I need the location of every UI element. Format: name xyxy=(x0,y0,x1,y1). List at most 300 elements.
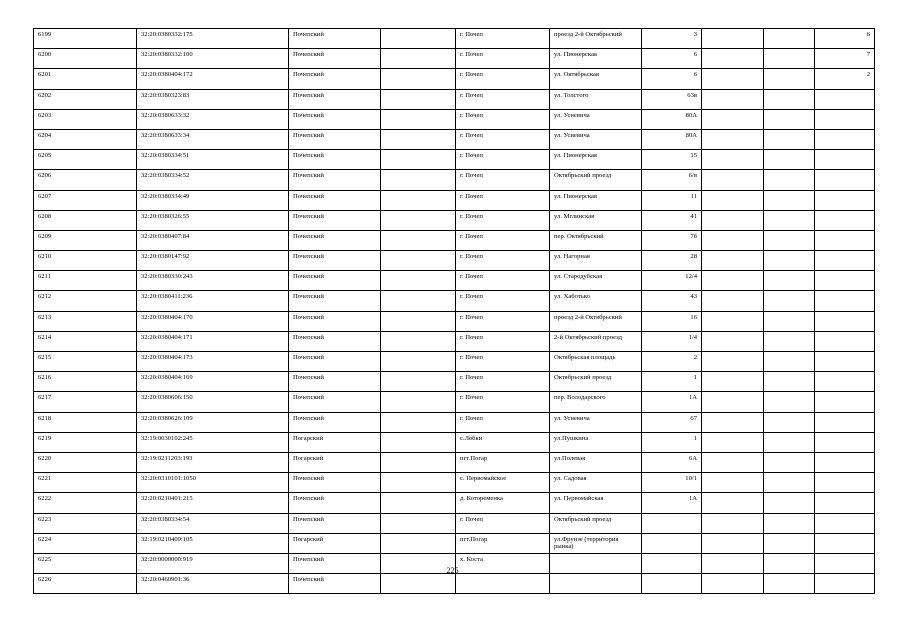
street-cell: ул. Пионерская xyxy=(550,150,642,170)
district-cell: Почепский xyxy=(289,553,381,573)
house-number-cell: 63в xyxy=(642,89,702,109)
district-cell: Почепский xyxy=(289,574,381,594)
column-extra-1-cell xyxy=(702,210,764,230)
house-number-cell: 80А xyxy=(642,129,702,149)
column-extra-3-cell xyxy=(815,574,875,594)
house-number-cell: 80А xyxy=(642,109,702,129)
column-empty-cell xyxy=(381,331,456,351)
district-cell: Погарский xyxy=(289,432,381,452)
street-cell: 2-й Октябрьский проезд xyxy=(550,331,642,351)
record-number-cell: 6212 xyxy=(34,291,137,311)
cadastral-number-cell: 32:20:0380330:243 xyxy=(137,271,289,291)
district-cell: Почепский xyxy=(289,190,381,210)
column-extra-2-cell xyxy=(764,129,815,149)
settlement-cell: д. Котоременка xyxy=(456,493,550,513)
district-cell: Почепский xyxy=(289,251,381,271)
column-extra-3-cell: 6 xyxy=(815,29,875,49)
column-extra-2-cell xyxy=(764,170,815,190)
column-extra-1-cell xyxy=(702,291,764,311)
column-extra-3-cell: 2 xyxy=(815,69,875,89)
column-empty-cell xyxy=(381,190,456,210)
settlement-cell: г. Почеп xyxy=(456,89,550,109)
settlement-cell: х. Коста xyxy=(456,553,550,573)
column-extra-2-cell xyxy=(764,210,815,230)
cadastral-number-cell: 32:19:0211203:193 xyxy=(137,452,289,472)
house-number-cell: 67 xyxy=(642,412,702,432)
cadastral-number-cell: 32:19:0210409:105 xyxy=(137,533,289,553)
house-number-cell: 1А xyxy=(642,392,702,412)
cadastral-number-cell: 32:20:0380606:150 xyxy=(137,392,289,412)
table-row xyxy=(34,432,875,452)
column-extra-2-cell xyxy=(764,372,815,392)
column-extra-3-cell xyxy=(815,89,875,109)
column-extra-3-cell xyxy=(815,251,875,271)
column-empty-cell xyxy=(381,109,456,129)
column-extra-1-cell xyxy=(702,271,764,291)
table-row xyxy=(34,129,875,149)
column-empty-cell xyxy=(381,271,456,291)
column-empty-cell xyxy=(381,150,456,170)
settlement-cell: г. Почеп xyxy=(456,49,550,69)
table-body xyxy=(34,29,875,594)
column-empty-cell xyxy=(381,89,456,109)
cadastral-number-cell: 32:20:0310101:1050 xyxy=(137,473,289,493)
street-cell: ул.Полевая xyxy=(550,452,642,472)
column-empty-cell xyxy=(381,170,456,190)
house-number-cell: 1 xyxy=(642,432,702,452)
record-number-cell: 6211 xyxy=(34,271,137,291)
table-row xyxy=(34,493,875,513)
district-cell: Почепский xyxy=(289,513,381,533)
district-cell: Почепский xyxy=(289,291,381,311)
record-number-cell: 6214 xyxy=(34,331,137,351)
column-extra-2-cell xyxy=(764,352,815,372)
district-cell: Почепский xyxy=(289,109,381,129)
district-cell: Почепский xyxy=(289,29,381,49)
column-extra-2-cell xyxy=(764,49,815,69)
street-cell: ул. Стародубская xyxy=(550,271,642,291)
cadastral-number-cell: 32:20:0380633:34 xyxy=(137,129,289,149)
settlement-cell: г. Почеп xyxy=(456,190,550,210)
column-extra-2-cell xyxy=(764,493,815,513)
district-cell: Погарский xyxy=(289,452,381,472)
table-row xyxy=(34,251,875,271)
settlement-cell: с.Лобки xyxy=(456,432,550,452)
record-number-cell: 6226 xyxy=(34,574,137,594)
house-number-cell: 16 xyxy=(642,311,702,331)
settlement-cell: г. Почеп xyxy=(456,109,550,129)
column-extra-1-cell xyxy=(702,311,764,331)
column-extra-3-cell xyxy=(815,493,875,513)
settlement-cell: г. Почеп xyxy=(456,210,550,230)
settlement-cell: г. Почеп xyxy=(456,150,550,170)
settlement-cell: г. Почеп xyxy=(456,29,550,49)
street-cell: ул. Усиевича xyxy=(550,129,642,149)
settlement-cell: г. Почеп xyxy=(456,170,550,190)
page-number: 225 xyxy=(446,566,459,575)
cadastral-number-cell: 32:20:0380332:100 xyxy=(137,49,289,69)
cadastral-number-cell: 32:20:0380334:52 xyxy=(137,170,289,190)
column-extra-1-cell xyxy=(702,493,764,513)
cadastral-number-cell: 32:20:0380411:236 xyxy=(137,291,289,311)
column-extra-3-cell xyxy=(815,129,875,149)
table-row xyxy=(34,372,875,392)
column-extra-2-cell xyxy=(764,452,815,472)
column-empty-cell xyxy=(381,49,456,69)
street-cell: ул. Первомайская xyxy=(550,493,642,513)
table-row xyxy=(34,271,875,291)
table-row xyxy=(34,230,875,250)
column-extra-3-cell: 7 xyxy=(815,49,875,69)
district-cell: Почепский xyxy=(289,150,381,170)
column-empty-cell xyxy=(381,311,456,331)
column-empty-cell xyxy=(381,392,456,412)
street-cell xyxy=(550,574,642,594)
record-number-cell: 6209 xyxy=(34,230,137,250)
house-number-cell: 12/4 xyxy=(642,271,702,291)
column-extra-2-cell xyxy=(764,69,815,89)
record-number-cell: 6204 xyxy=(34,129,137,149)
house-number-cell: 41 xyxy=(642,210,702,230)
record-number-cell: 6217 xyxy=(34,392,137,412)
record-number-cell: 6220 xyxy=(34,452,137,472)
house-number-cell xyxy=(642,513,702,533)
district-cell: Почепский xyxy=(289,473,381,493)
district-cell: Почепский xyxy=(289,49,381,69)
settlement-cell: г. Почеп xyxy=(456,372,550,392)
record-number-cell: 6201 xyxy=(34,69,137,89)
table-row xyxy=(34,29,875,49)
table-row xyxy=(34,574,875,594)
table-row xyxy=(34,412,875,432)
column-extra-3-cell xyxy=(815,432,875,452)
settlement-cell: г. Почеп xyxy=(456,392,550,412)
house-number-cell: 1/4 xyxy=(642,331,702,351)
column-empty-cell xyxy=(381,473,456,493)
table-row xyxy=(34,49,875,69)
district-cell: Почепский xyxy=(289,331,381,351)
street-cell: ул. Усиевича xyxy=(550,412,642,432)
record-number-cell: 6200 xyxy=(34,49,137,69)
column-extra-3-cell xyxy=(815,352,875,372)
house-number-cell: 28 xyxy=(642,251,702,271)
column-extra-1-cell xyxy=(702,432,764,452)
table-row xyxy=(34,533,875,553)
street-cell: ул. Пионерская xyxy=(550,49,642,69)
cadastral-number-cell: 32:20:0380633:32 xyxy=(137,109,289,129)
street-cell: ул. Пионерская xyxy=(550,190,642,210)
house-number-cell: 11 xyxy=(642,190,702,210)
record-number-cell: 6208 xyxy=(34,210,137,230)
column-empty-cell xyxy=(381,533,456,553)
column-extra-2-cell xyxy=(764,29,815,49)
column-extra-3-cell xyxy=(815,372,875,392)
street-cell: проезд 2-й Октябрьский xyxy=(550,311,642,331)
column-empty-cell xyxy=(381,210,456,230)
street-cell: ул. Октябрьская xyxy=(550,69,642,89)
district-cell: Почепский xyxy=(289,311,381,331)
cadastral-number-cell: 32:20:0210401:215 xyxy=(137,493,289,513)
street-cell: Октябрьская площадь xyxy=(550,352,642,372)
column-extra-1-cell xyxy=(702,49,764,69)
street-cell: ул. Нагорная xyxy=(550,251,642,271)
district-cell: Почепский xyxy=(289,89,381,109)
record-number-cell: 6224 xyxy=(34,533,137,553)
cadastral-number-cell: 32:20:0380332:175 xyxy=(137,29,289,49)
column-extra-3-cell xyxy=(815,533,875,553)
settlement-cell: г. Почеп xyxy=(456,412,550,432)
column-extra-2-cell xyxy=(764,331,815,351)
street-cell: Октябрьский проезд xyxy=(550,372,642,392)
district-cell: Почепский xyxy=(289,352,381,372)
settlement-cell: с. Первомайское xyxy=(456,473,550,493)
column-extra-2-cell xyxy=(764,392,815,412)
settlement-cell: г. Почеп xyxy=(456,331,550,351)
column-extra-1-cell xyxy=(702,574,764,594)
district-cell: Почепский xyxy=(289,271,381,291)
column-extra-1-cell xyxy=(702,89,764,109)
record-number-cell: 6221 xyxy=(34,473,137,493)
column-extra-3-cell xyxy=(815,150,875,170)
district-cell: Погарский xyxy=(289,533,381,553)
street-cell: проезд 2-й Октябрьский xyxy=(550,29,642,49)
cadastral-number-cell: 32:20:0380326:55 xyxy=(137,210,289,230)
district-cell: Почепский xyxy=(289,129,381,149)
column-extra-2-cell xyxy=(764,473,815,493)
cadastral-number-cell: 32:20:0460901:36 xyxy=(137,574,289,594)
record-number-cell: 6225 xyxy=(34,553,137,573)
column-empty-cell xyxy=(381,29,456,49)
column-extra-1-cell xyxy=(702,69,764,89)
column-extra-1-cell xyxy=(702,352,764,372)
column-extra-2-cell xyxy=(764,533,815,553)
settlement-cell: г. Почеп xyxy=(456,251,550,271)
column-extra-2-cell xyxy=(764,109,815,129)
column-empty-cell xyxy=(381,69,456,89)
district-cell: Почепский xyxy=(289,170,381,190)
column-extra-3-cell xyxy=(815,452,875,472)
column-empty-cell xyxy=(381,230,456,250)
district-cell: Почепский xyxy=(289,230,381,250)
house-number-cell: 6А xyxy=(642,452,702,472)
column-extra-2-cell xyxy=(764,230,815,250)
column-extra-3-cell xyxy=(815,311,875,331)
column-extra-2-cell xyxy=(764,271,815,291)
district-cell: Почепский xyxy=(289,493,381,513)
table-row xyxy=(34,473,875,493)
settlement-cell: г. Почеп xyxy=(456,129,550,149)
house-number-cell: 15 xyxy=(642,150,702,170)
district-cell: Почепский xyxy=(289,392,381,412)
record-number-cell: 6219 xyxy=(34,432,137,452)
district-cell: Почепский xyxy=(289,412,381,432)
district-cell: Почепский xyxy=(289,372,381,392)
settlement-cell: г. Почеп xyxy=(456,271,550,291)
table-row xyxy=(34,452,875,472)
column-empty-cell xyxy=(381,291,456,311)
column-empty-cell xyxy=(381,251,456,271)
record-number-cell: 6213 xyxy=(34,311,137,331)
column-extra-1-cell xyxy=(702,29,764,49)
table-row xyxy=(34,392,875,412)
record-number-cell: 6216 xyxy=(34,372,137,392)
column-empty-cell xyxy=(381,412,456,432)
column-empty-cell xyxy=(381,432,456,452)
table-row xyxy=(34,352,875,372)
house-number-cell: 10/1 xyxy=(642,473,702,493)
table-row xyxy=(34,331,875,351)
settlement-cell: пгт.Погар xyxy=(456,533,550,553)
column-extra-1-cell xyxy=(702,190,764,210)
settlement-cell: г. Почеп xyxy=(456,513,550,533)
column-extra-3-cell xyxy=(815,412,875,432)
column-extra-1-cell xyxy=(702,412,764,432)
cadastral-number-cell: 32:20:0380626:109 xyxy=(137,412,289,432)
column-extra-1-cell xyxy=(702,473,764,493)
cadastral-number-cell: 32:20:0380404:169 xyxy=(137,372,289,392)
street-cell: ул. Мглинская xyxy=(550,210,642,230)
column-empty-cell xyxy=(381,372,456,392)
cadastral-number-cell: 32:20:0380404:172 xyxy=(137,69,289,89)
column-extra-1-cell xyxy=(702,129,764,149)
table-row xyxy=(34,89,875,109)
cadastral-number-cell: 32:20:0380404:171 xyxy=(137,331,289,351)
column-extra-2-cell xyxy=(764,311,815,331)
column-extra-1-cell xyxy=(702,372,764,392)
record-number-cell: 6206 xyxy=(34,170,137,190)
record-number-cell: 6202 xyxy=(34,89,137,109)
house-number-cell: 6/в xyxy=(642,170,702,190)
column-extra-3-cell xyxy=(815,392,875,412)
cadastral-number-cell: 32:20:0380407:84 xyxy=(137,230,289,250)
record-number-cell: 6199 xyxy=(34,29,137,49)
cadastral-number-cell: 32:20:0380334:51 xyxy=(137,150,289,170)
column-extra-1-cell xyxy=(702,452,764,472)
column-extra-2-cell xyxy=(764,574,815,594)
settlement-cell: г. Почеп xyxy=(456,311,550,331)
street-cell: Октябрьский проезд xyxy=(550,513,642,533)
column-extra-2-cell xyxy=(764,291,815,311)
column-extra-3-cell xyxy=(815,170,875,190)
column-extra-1-cell xyxy=(702,331,764,351)
street-cell: ул. Усиевича xyxy=(550,109,642,129)
settlement-cell: г. Почеп xyxy=(456,69,550,89)
street-cell: ул. Толстого xyxy=(550,89,642,109)
cadastral-number-cell: 32:20:0380334:49 xyxy=(137,190,289,210)
column-empty-cell xyxy=(381,352,456,372)
column-empty-cell xyxy=(381,493,456,513)
record-number-cell: 6210 xyxy=(34,251,137,271)
column-extra-2-cell xyxy=(764,513,815,533)
district-cell: Почепский xyxy=(289,69,381,89)
table-row xyxy=(34,513,875,533)
house-number-cell xyxy=(642,533,702,553)
column-extra-3-cell xyxy=(815,291,875,311)
column-extra-1-cell xyxy=(702,513,764,533)
table-row xyxy=(34,210,875,230)
record-number-cell: 6222 xyxy=(34,493,137,513)
house-number-cell xyxy=(642,574,702,594)
district-cell: Почепский xyxy=(289,210,381,230)
street-cell: ул.Пушкина xyxy=(550,432,642,452)
column-extra-3-cell xyxy=(815,331,875,351)
house-number-cell: 7б xyxy=(642,230,702,250)
column-extra-2-cell xyxy=(764,150,815,170)
record-number-cell: 6218 xyxy=(34,412,137,432)
street-cell: ул. Хаботько xyxy=(550,291,642,311)
column-extra-2-cell xyxy=(764,432,815,452)
column-extra-3-cell xyxy=(815,210,875,230)
column-extra-1-cell xyxy=(702,170,764,190)
settlement-cell xyxy=(456,574,550,594)
table-row xyxy=(34,170,875,190)
street-cell: Октябрьский проезд xyxy=(550,170,642,190)
settlement-cell: г. Почеп xyxy=(456,230,550,250)
street-cell: пер. Октябрьский xyxy=(550,230,642,250)
record-number-cell: 6207 xyxy=(34,190,137,210)
column-empty-cell xyxy=(381,129,456,149)
house-number-cell: 1А xyxy=(642,493,702,513)
house-number-cell: 1 xyxy=(642,372,702,392)
column-extra-1-cell xyxy=(702,533,764,553)
table-row xyxy=(34,109,875,129)
column-empty-cell xyxy=(381,574,456,594)
column-extra-1-cell xyxy=(702,392,764,412)
table-row xyxy=(34,291,875,311)
street-cell: ул.Фрунзе (территория рынка) xyxy=(550,533,642,553)
column-extra-3-cell xyxy=(815,190,875,210)
column-empty-cell xyxy=(381,513,456,533)
column-extra-3-cell xyxy=(815,513,875,533)
cadastral-number-cell: 32:20:0380147:92 xyxy=(137,251,289,271)
column-extra-1-cell xyxy=(702,230,764,250)
column-extra-3-cell xyxy=(815,271,875,291)
settlement-cell: г. Почеп xyxy=(456,291,550,311)
column-extra-1-cell xyxy=(702,150,764,170)
cadastral-number-cell: 32:19:0030102:245 xyxy=(137,432,289,452)
table-row xyxy=(34,69,875,89)
house-number-cell: 2 xyxy=(642,352,702,372)
column-extra-3-cell xyxy=(815,230,875,250)
registry-table xyxy=(33,28,875,594)
street-cell: ул. Садовая xyxy=(550,473,642,493)
record-number-cell: 6203 xyxy=(34,109,137,129)
column-empty-cell xyxy=(381,452,456,472)
cadastral-number-cell: 32:20:0380323:83 xyxy=(137,89,289,109)
column-extra-2-cell xyxy=(764,412,815,432)
record-number-cell: 6223 xyxy=(34,513,137,533)
house-number-cell: 3 xyxy=(642,29,702,49)
settlement-cell: пгт.Погар xyxy=(456,452,550,472)
column-extra-3-cell xyxy=(815,109,875,129)
house-number-cell: 6 xyxy=(642,69,702,89)
cadastral-number-cell: 32:20:0380404:173 xyxy=(137,352,289,372)
column-extra-3-cell xyxy=(815,473,875,493)
record-number-cell: 6205 xyxy=(34,150,137,170)
cadastral-number-cell: 32:20:0380404:170 xyxy=(137,311,289,331)
column-extra-1-cell xyxy=(702,251,764,271)
house-number-cell: 6 xyxy=(642,49,702,69)
table-row xyxy=(34,190,875,210)
column-extra-2-cell xyxy=(764,251,815,271)
column-extra-2-cell xyxy=(764,190,815,210)
table-row xyxy=(34,311,875,331)
record-number-cell: 6215 xyxy=(34,352,137,372)
cadastral-number-cell: 32:20:0380334:54 xyxy=(137,513,289,533)
settlement-cell: г. Почеп xyxy=(456,352,550,372)
street-cell: пер. Володарского xyxy=(550,392,642,412)
house-number-cell: 43 xyxy=(642,291,702,311)
